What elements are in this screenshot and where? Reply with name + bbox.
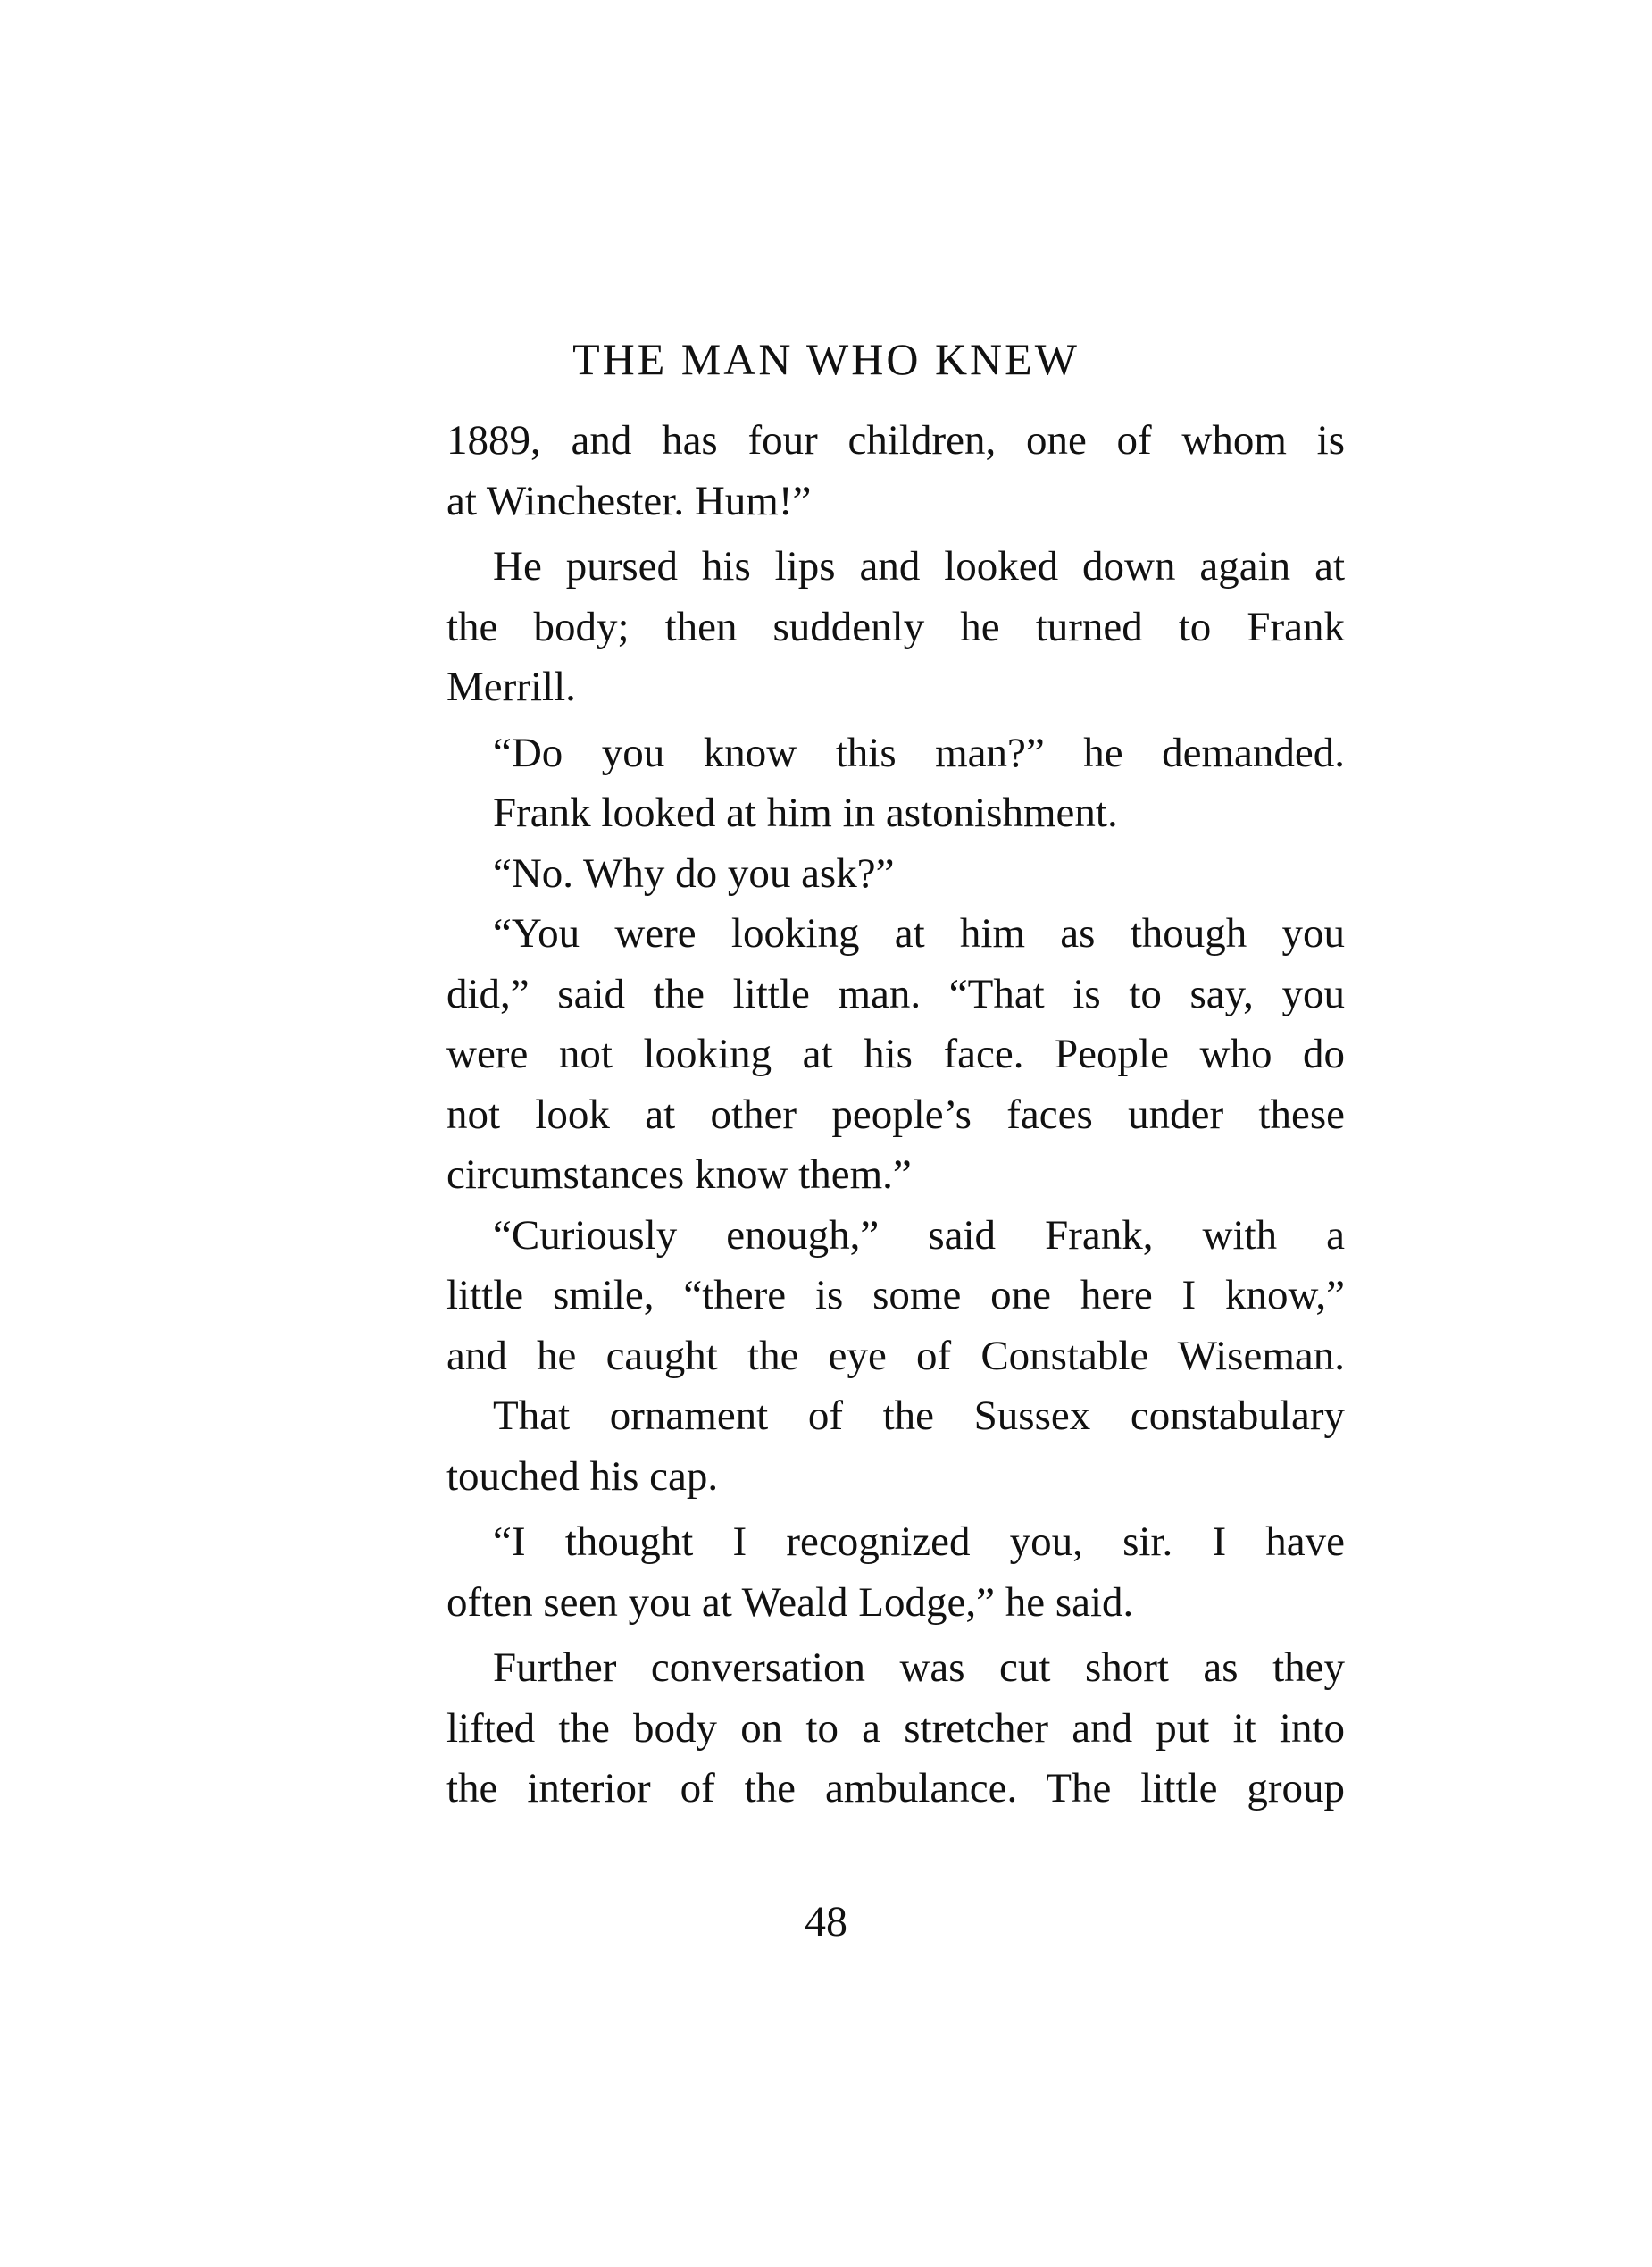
- text-line: the body; then suddenly he turned to Frank: [446, 603, 1345, 650]
- text-line: That ornament of the Sussex constabulary: [493, 1393, 1345, 1439]
- text-line: at Winchester. Hum!”: [446, 477, 812, 524]
- text-line: were not looking at his face. People who do: [446, 1031, 1345, 1077]
- text-line: 1889, and has four children, one of whom is: [446, 417, 1345, 464]
- text-line: “No. Why do you ask?”: [493, 849, 895, 897]
- body-text: [446, 411, 1345, 1819]
- text-line: often seen you at Weald Lodge,” he said.: [446, 1578, 1134, 1626]
- text-line: Further conversation was cut short as they: [493, 1644, 1345, 1691]
- text-line: He pursed his lips and looked down again at: [493, 543, 1345, 590]
- text-line: “Do you know this man?” he demanded.: [493, 729, 1345, 776]
- page-number: 48: [805, 1898, 847, 1945]
- text-line: lifted the body on to a stretcher and put it into: [446, 1704, 1345, 1752]
- text-line: little smile, “there is some one here I know,”: [446, 1272, 1345, 1318]
- text-line: “You were looking at him as though you: [493, 910, 1345, 957]
- text-line: the interior of the ambulance. The little group: [446, 1765, 1345, 1811]
- text-line: touched his cap.: [446, 1452, 719, 1500]
- text-line: Frank looked at him in astonishment.: [493, 790, 1118, 836]
- text-line: “I thought I recognized you, sir. I have: [493, 1518, 1345, 1565]
- text-line: “Curiously enough,” said Frank, with a: [493, 1211, 1345, 1259]
- text-line: Merrill.: [446, 664, 576, 710]
- text-line: not look at other people’s faces under these: [446, 1091, 1345, 1138]
- text-line: did,” said the little man. “That is to say, you: [446, 970, 1345, 1017]
- text-line: circumstances know them.”: [446, 1151, 912, 1198]
- running-head: THE MAN WHO KNEW: [572, 334, 1080, 384]
- text-line: and he caught the eye of Constable Wiseman.: [446, 1332, 1345, 1379]
